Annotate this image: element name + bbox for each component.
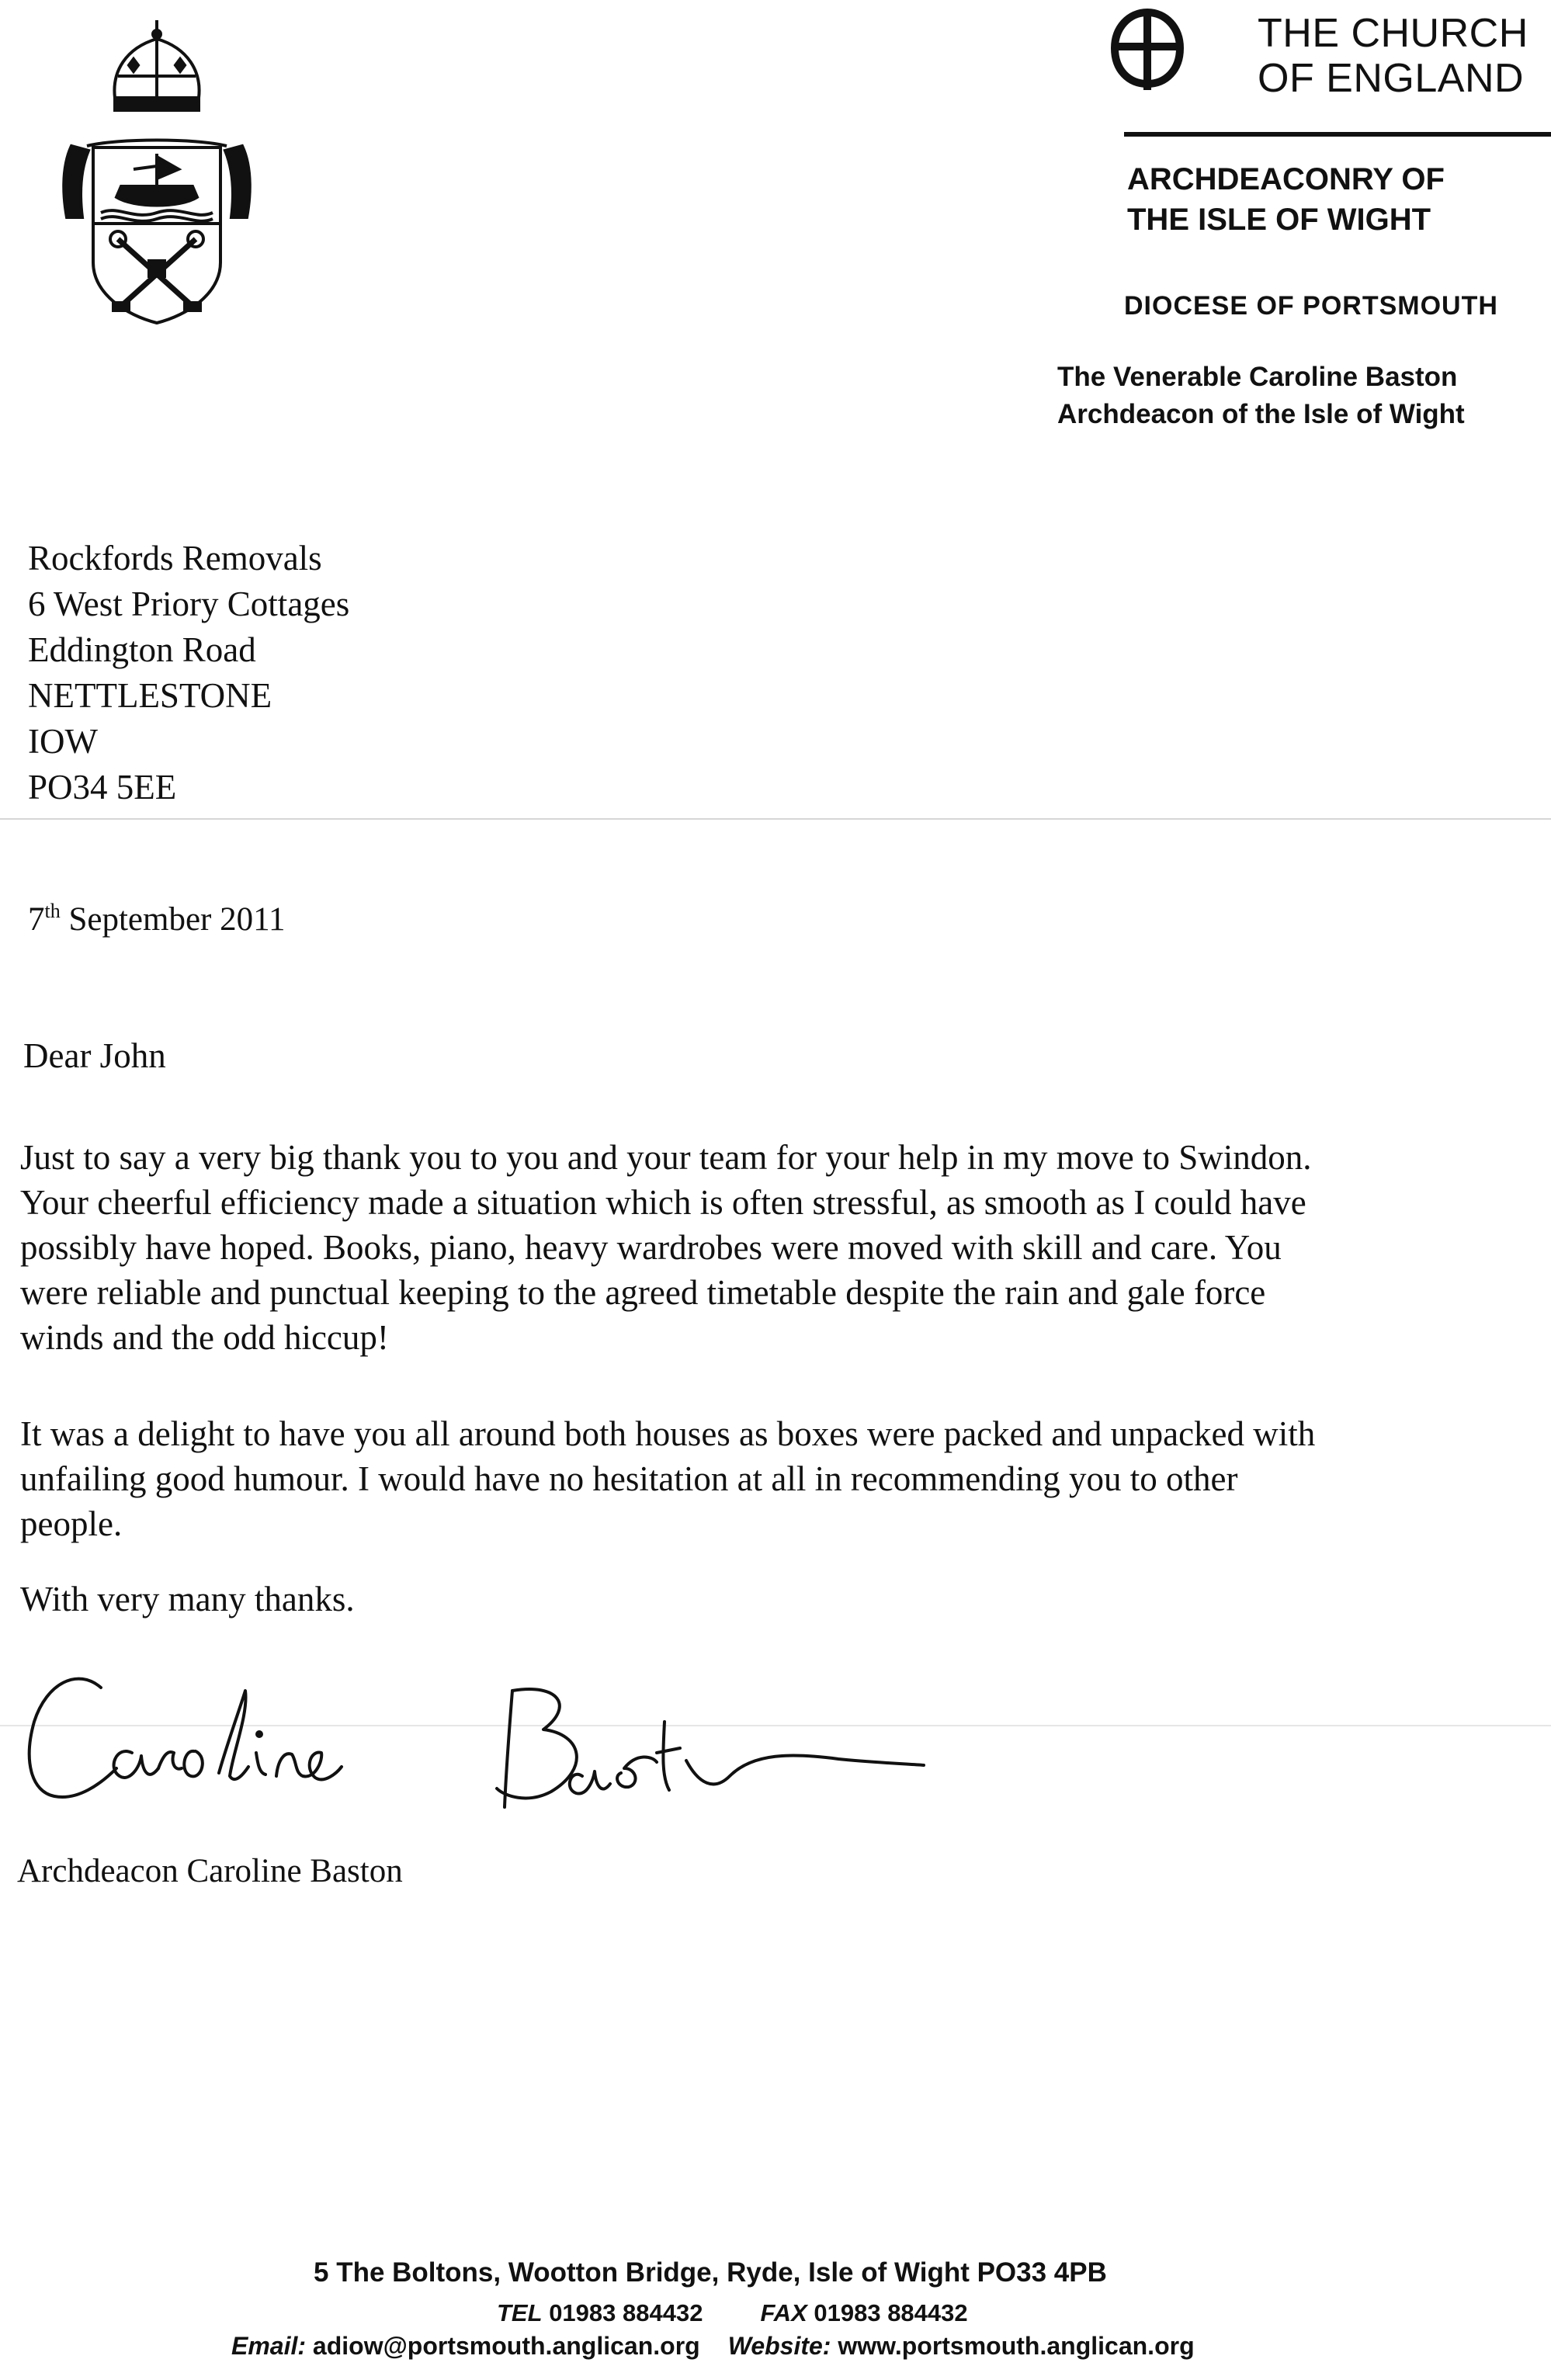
diocese-name: DIOCESE OF PORTSMOUTH <box>1124 291 1498 321</box>
address-line: 6 West Priory Cottages <box>28 585 350 623</box>
body-line: It was a delight to have you all around both houses as boxes were packed and unpacked with <box>20 1414 1316 1453</box>
recipient-address <box>28 536 349 810</box>
closing-line: With very many thanks. <box>20 1580 355 1618</box>
body-line: were reliable and punctual keeping to the agreed timetable despite the rain and gale force <box>20 1273 1266 1312</box>
date-rest: September 2011 <box>60 901 286 938</box>
date-suffix: th <box>44 900 61 922</box>
body-line: possibly have hoped. Books, piano, heavy wardrobes were moved with skill and care. You <box>20 1228 1282 1267</box>
letter-date <box>28 900 286 938</box>
sender-line: Archdeacon of the Isle of Wight <box>1057 399 1465 429</box>
email-address: adiow@portsmouth.anglican.org <box>312 2332 700 2360</box>
fax-label: FAX <box>760 2299 807 2326</box>
fax-number: 01983 884432 <box>814 2299 968 2326</box>
address-line: IOW <box>28 722 98 761</box>
archdeaconry-heading <box>1127 159 1445 240</box>
sender-details <box>1057 359 1465 433</box>
footer-address: 5 The Boltons, Wootton Bridge, Ryde, Isle of Wight PO33 4PB <box>314 2257 1107 2288</box>
body-line: Just to say a very big thank you to you and your team for your help in my move to Swindon. <box>20 1138 1312 1177</box>
email-label: Email: <box>231 2332 307 2360</box>
body-paragraph-1 <box>20 1135 1542 1360</box>
tel-number: 01983 884432 <box>549 2299 703 2326</box>
organisation-line: OF ENGLAND <box>1258 56 1525 101</box>
organisation-line: THE CHURCH <box>1258 11 1528 56</box>
diocesan-crest-icon <box>40 14 273 324</box>
church-of-england-name <box>1258 11 1528 101</box>
date-day: 7 <box>28 901 45 938</box>
fold-line <box>0 818 1551 820</box>
tel-label: TEL <box>497 2299 543 2326</box>
address-line: NETTLESTONE <box>28 676 272 715</box>
address-line: Rockfords Removals <box>28 539 322 578</box>
body-line: winds and the odd hiccup! <box>20 1318 389 1357</box>
body-paragraph-2 <box>20 1411 1542 1546</box>
signoff-name: Archdeacon Caroline Baston <box>17 1853 403 1889</box>
website-address: www.portsmouth.anglican.org <box>838 2332 1195 2360</box>
salutation: Dear John <box>23 1036 166 1075</box>
letterhead-rule <box>1124 132 1551 137</box>
handwritten-signature <box>16 1660 932 1830</box>
church-of-england-cross-logo-icon <box>1109 8 1186 92</box>
archdeaconry-line: ARCHDEACONRY OF <box>1127 162 1445 196</box>
body-line: people. <box>20 1504 123 1543</box>
website-label: Website: <box>727 2332 831 2360</box>
body-line: unfailing good humour. I would have no hesitation at all in recommending you to other <box>20 1459 1238 1498</box>
footer-phone-fax <box>497 2299 968 2327</box>
sender-line: The Venerable Caroline Baston <box>1057 362 1458 392</box>
archdeaconry-line: THE ISLE OF WIGHT <box>1127 203 1431 237</box>
address-line: Eddington Road <box>28 630 256 669</box>
footer-email-website <box>231 2332 1195 2361</box>
body-line: Your cheerful efficiency made a situation which is often stressful, as smooth as I could have <box>20 1183 1306 1222</box>
address-line: PO34 5EE <box>28 768 177 807</box>
